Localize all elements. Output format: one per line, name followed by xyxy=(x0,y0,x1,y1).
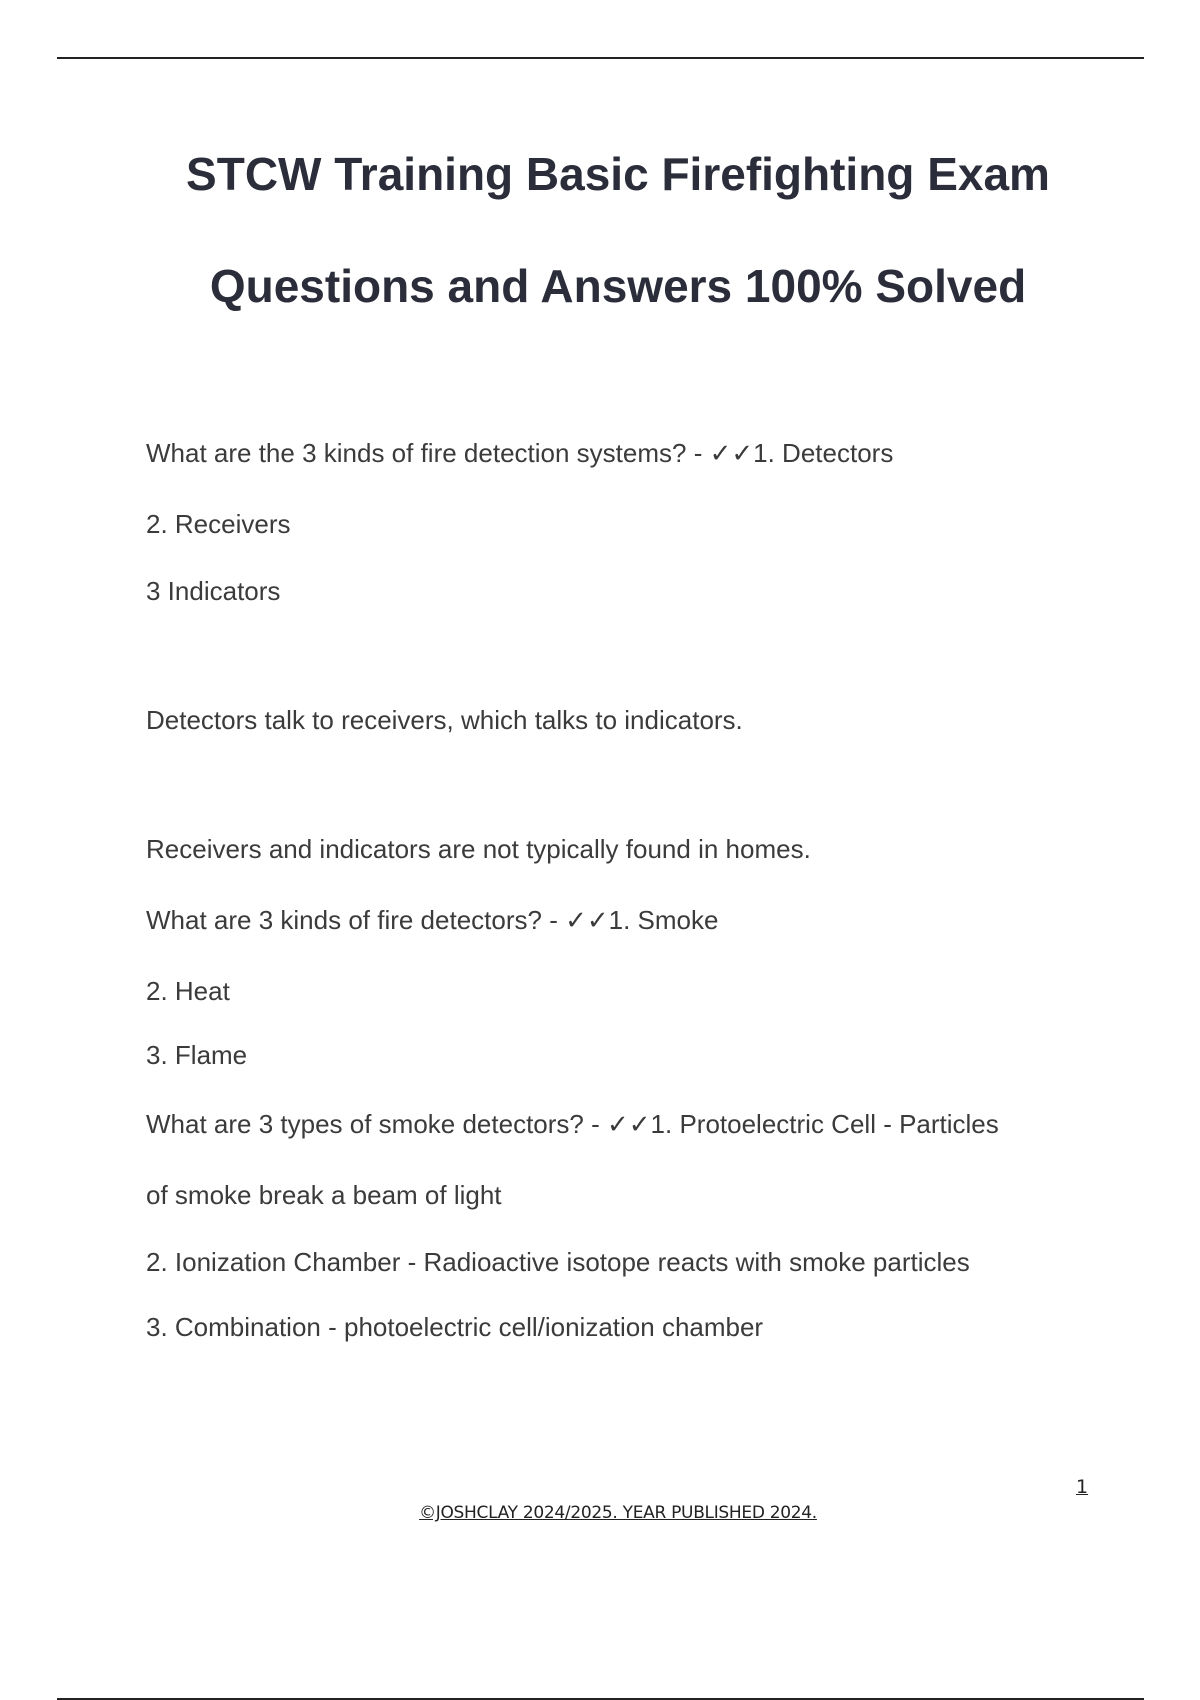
question-1-line: What are the 3 kinds of fire detection systems? - ✓✓1. Detectors xyxy=(146,438,894,468)
copyright-footer: ©JOSHCLAY 2024/2025. YEAR PUBLISHED 2024. xyxy=(419,1503,817,1523)
page-number: 1 xyxy=(1076,1476,1089,1498)
answer-note-line: Detectors talk to receivers, which talks to indicators. xyxy=(146,705,743,735)
answer-line: 3 Indicators xyxy=(146,576,281,606)
answer-note-line: Receivers and indicators are not typically found in homes. xyxy=(146,834,811,864)
top-rule xyxy=(57,57,1144,59)
answer-line: 3. Flame xyxy=(146,1040,248,1070)
question-3-line: What are 3 types of smoke detectors? - ✓✓1. Protoelectric Cell - Particles xyxy=(146,1109,999,1139)
answer-line: 2. Ionization Chamber - Radioactive isotope reacts with smoke particles xyxy=(146,1247,970,1277)
answer-line: 3. Combination - photoelectric cell/ionization chamber xyxy=(146,1312,764,1342)
document-title-line-2: Questions and Answers 100% Solved xyxy=(209,260,1027,312)
document-title-line-1: STCW Training Basic Firefighting Exam xyxy=(186,148,1050,200)
answer-line: of smoke break a beam of light xyxy=(146,1180,502,1210)
question-2-line: What are 3 kinds of fire detectors? - ✓✓1. Smoke xyxy=(146,905,719,935)
answer-line: 2. Heat xyxy=(146,976,230,1006)
answer-line: 2. Receivers xyxy=(146,509,291,539)
